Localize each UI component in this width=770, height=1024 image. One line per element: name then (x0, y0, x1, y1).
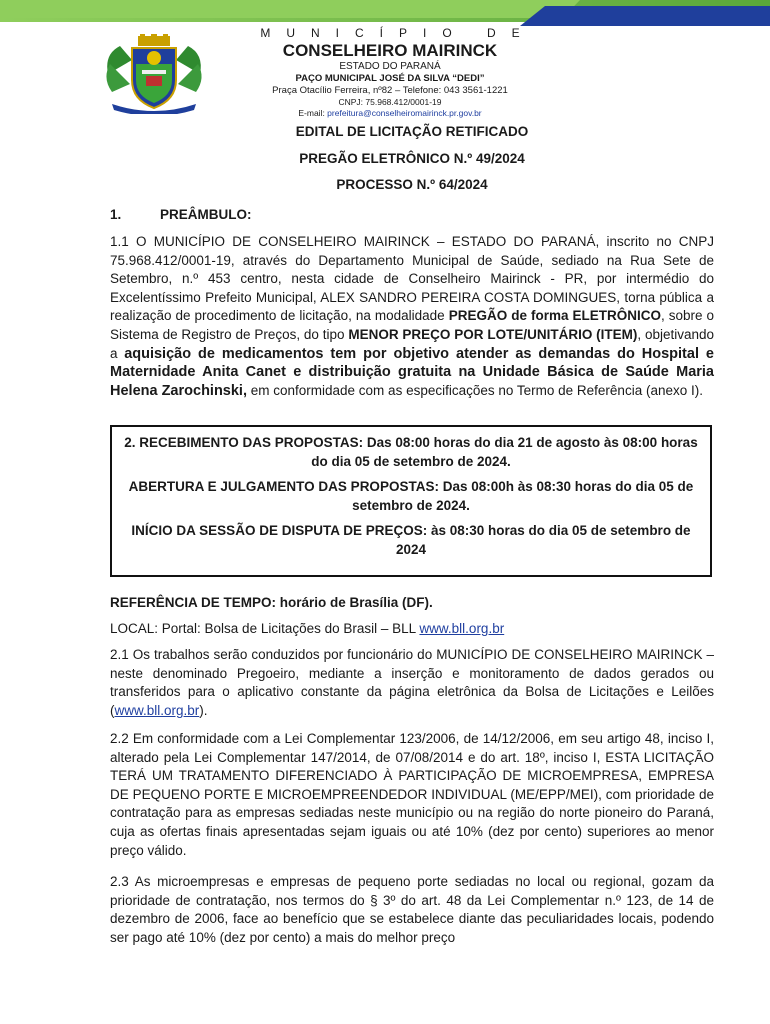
p11-text-d: , objetivando a (110, 326, 715, 361)
p21-text: 2.1 Os trabalhos serão conduzidos por funcionário do MUNICÍPIO DE CONSELHEIRO MAIRINCK – neste denominado Pregoeiro, mediante a inserção e monitoramento de dados gerados ou transferidos para o aplicativo constante da página eletrônica da Bolsa de Licitações e Leilões ( (110, 647, 714, 718)
cnpj: CNPJ: 75.968.412/0001-19 (338, 97, 442, 107)
local-line (110, 620, 714, 639)
paco-municipal: PAÇO MUNICIPAL JOSÉ DA SILVA “DEDI” (295, 73, 485, 84)
header-blue-stripe (520, 6, 770, 26)
municipio-label: MUNICÍPIO DE (260, 26, 536, 40)
email-link[interactable]: prefeitura@conselheiromairinck.pr.gov.br (327, 108, 482, 118)
state-name: ESTADO DO PARANÁ (339, 61, 441, 72)
paragraph-2-1 (110, 646, 714, 720)
paragraph-2-3: 2.3 As microempresas e empresas de pequeno porte sediadas no local ou regional, gozam da prioridade de contratação, nos termos do § 3º do art. 48 da Lei Complementar n.º 123, de 14 de dezembro de 2006, face ao benefício que se estabelece diante das peculiaridades locais, podendo ser pago até 10% (dez por cento) a mais do melhor preço (110, 874, 714, 945)
bll-link[interactable]: www.bll.org.br (419, 621, 505, 636)
p11-bold-objeto: aquisição de medicamentos tem por objetivo atender as demandas do Hospital e Maternidade Anita Canet e distribuição gratuita na Unidade Básica de Saúde Maria Helena Zarochinski, (110, 345, 714, 399)
section-heading (110, 207, 252, 222)
dates-box (110, 425, 712, 577)
section-number: 1. (110, 207, 122, 222)
paragraph-2-2: 2.2 Em conformidade com a Lei Complementar 123/2006, de 14/12/2006, em seu artigo 48, inciso I, alterado pela Lei Complementar 147/2014, de 07/08/2014 e do art. 18º, inciso I, ESTA LICITAÇÃO TERÁ UM TRATAMENTO DIFERENCIADO À PARTICIPAÇÃO DE MICROEMPRESA, EMPRESA DE PEQUENO PORTE E MICROEMPREENDEDOR INDIVIDUAL (ME/EPP/MEI), com prioridade de contratação para as empresas sediadas neste município ou na região do norte pioneiro do Paraná, cuja as ofertas finais apresentadas sejam iguais ou até 10% (dez por cento) superiores ao menor preço válido. (110, 731, 714, 858)
local-text: LOCAL: Portal: Bolsa de Licitações do Brasil – BLL (110, 621, 420, 636)
letterhead (230, 26, 550, 119)
abertura-line: ABERTURA E JULGAMENTO DAS PROPOSTAS: Das 08:00h às 08:30 horas do dia 05 de setembro de 2024. (128, 479, 694, 513)
section-title: PREÂMBULO: (160, 207, 252, 222)
p11-text-e: em conformidade com as especificações no Termo de Referência (anexo I). (247, 382, 703, 398)
processo-title: PROCESSO N.º 64/2024 (336, 177, 488, 192)
inicio-sessao-line: INÍCIO DA SESSÃO DE DISPUTA DE PREÇOS: às 08:30 horas do dia 05 de setembro de 2024 (131, 523, 691, 557)
paragraph-1-1 (110, 233, 714, 400)
p21-end: ). (199, 702, 208, 718)
edital-title: EDITAL DE LICITAÇÃO RETIFICADO (295, 124, 529, 139)
recebimento-line: 2. RECEBIMENTO DAS PROPOSTAS: Das 08:00 horas do dia 21 de agosto às 08:00 horas do dia 05 de setembro de 2024. (124, 435, 698, 469)
address: Praça Otacílio Ferreira, nº82 – Telefone: 043 3561-1221 (272, 85, 508, 96)
city-name: CONSELHEIRO MAIRINCK (282, 41, 498, 60)
municipal-coat-of-arms-icon (102, 34, 206, 114)
p11-text-a: 1.1 O MUNICÍPIO DE CONSELHEIRO MAIRINCK – ESTADO DO PARANÁ, inscrito no CNPJ 75.968.412/0001-19, através do Departamento Municipal de Saúde, sediado na Rua Sete de Setembro, n.º 453 centro, nesta cidade de Conselheiro Mairinck - PR, por intermédio do Excelentíssimo Prefeito Municipal, ALEX SANDRO PEREIRA COSTA DOMINGUES, torna pública a realização de procedimento de licitação, na modalidade (110, 234, 714, 324)
p11-text-c: , sobre o Sistema de Registro de Preços, do tipo (110, 308, 715, 342)
referencia-tempo: REFERÊNCIA DE TEMPO: horário de Brasília (DF). (110, 595, 433, 610)
email-label: E-mail: (298, 108, 328, 118)
header-green-stripe (0, 0, 580, 18)
bll-link-2[interactable]: www.bll.org.br (114, 702, 200, 718)
email-line (230, 108, 550, 119)
p11-bold-tipo: MENOR PREÇO POR LOTE/UNITÁRIO (ITEM) (348, 326, 638, 342)
pregao-title: PREGÃO ELETRÔNICO N.º 49/2024 (299, 151, 525, 166)
p11-bold-modalidade: PREGÃO de forma ELETRÔNICO (448, 308, 661, 324)
